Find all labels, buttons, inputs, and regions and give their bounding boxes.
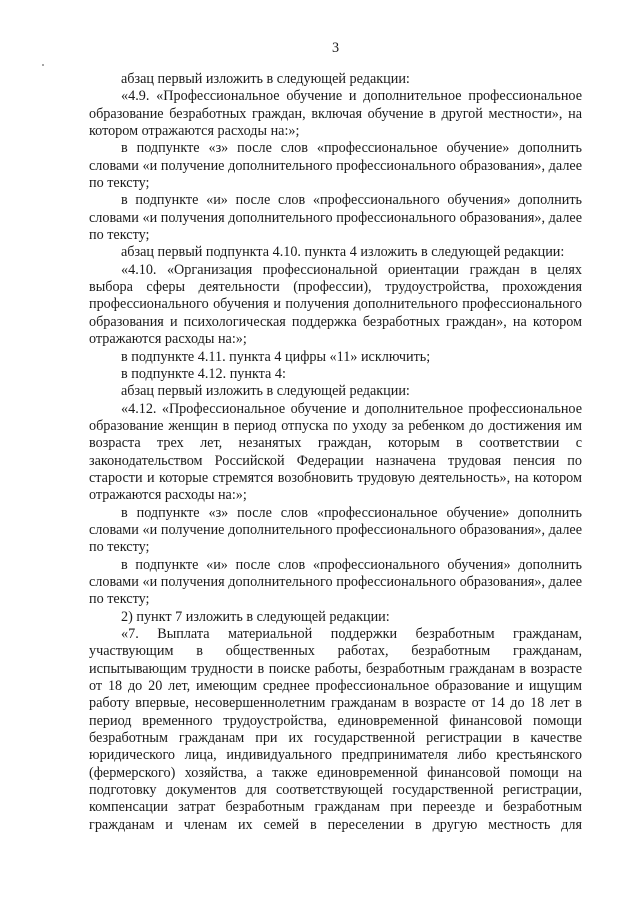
paragraph-4: в подпункте «и» после слов «профессионального обучения» дополнить словами «и получения дополнительного профессионального образования», далее по тексту; [89,192,582,244]
paragraph-9: абзац первый изложить в следующей редакции: [121,383,410,400]
paragraph-2: «4.9. «Профессиональное обучение и дополнительное профессиональное образование безработных граждан, включая обучение в другой местности», на котором отражаются расходы на:»; [89,88,582,140]
page-number: 3 [331,40,340,56]
paragraph-6: «4.10. «Организация профессиональной ориентации граждан в целях выбора сферы деятельности (профессии), трудоустройства, прохождения профессионального обучения и получения дополнительного профессионального образования и психологическая поддержка безработных граждан», на котором отражаются расходы на:»; [89,261,582,348]
scan-speck [42,64,44,66]
paragraph-3: в подпункте «з» после слов «профессиональное обучение» дополнить словами «и получение дополнительного профессионального образования», далее по тексту; [89,140,582,192]
paragraph-14: «7. Выплата материальной поддержки безработным гражданам, участвующим в общественных работах, безработным гражданам, испытывающим трудности в поиске работы, безработным гражданам в возрасте от 18 до 20 лет, имеющим среднее профессиональное образование и ищущим работу впервые, несовершеннолетним гражданам в возрасте от 14 до 18 лет в период временного трудоустройства, единовременной финансовой помощи безработным гражданам при их государственной регистрации в качестве юридического лица, индивидуального предпринимателя либо крестьянского (фермерского) хозяйства, а также единовременной финансовой помощи на подготовку документов для соответствующей государственной регистрации, компенсации затрат безработным гражданам при переезде и безработным гражданам и членам их семей в переселении в другую местность для [89,626,582,833]
paragraph-1: абзац первый изложить в следующей редакции: [121,71,410,87]
paragraph-10: «4.12. «Профессиональное обучение и дополнительное профессиональное образование женщин в период отпуска по уходу за ребенком до достижения им возраста трех лет, незанятых граждан, которым в соответствии с законодательством Российской Федерации назначена трудовая пенсия по старости и которые стремятся возобновить трудовую деятельность», на котором отражаются расходы на:»; [89,400,582,504]
paragraph-7: в подпункте 4.11. пункта 4 цифры «11» исключить; [121,348,431,365]
paragraph-13: 2) пункт 7 изложить в следующей редакции: [121,608,390,625]
paragraph-12: в подпункте «и» после слов «профессионального обучения» дополнить словами «и получения дополнительного профессионального образования», далее по тексту; [89,556,582,608]
paragraph-8: в подпункте 4.12. пункта 4: [121,365,286,382]
paragraph-5: абзац первый подпункта 4.10. пункта 4 изложить в следующей редакции: [121,244,565,261]
paragraph-11: в подпункте «з» после слов «профессиональное обучение» дополнить словами «и получение дополнительного профессионального образования», далее по тексту; [89,504,582,556]
